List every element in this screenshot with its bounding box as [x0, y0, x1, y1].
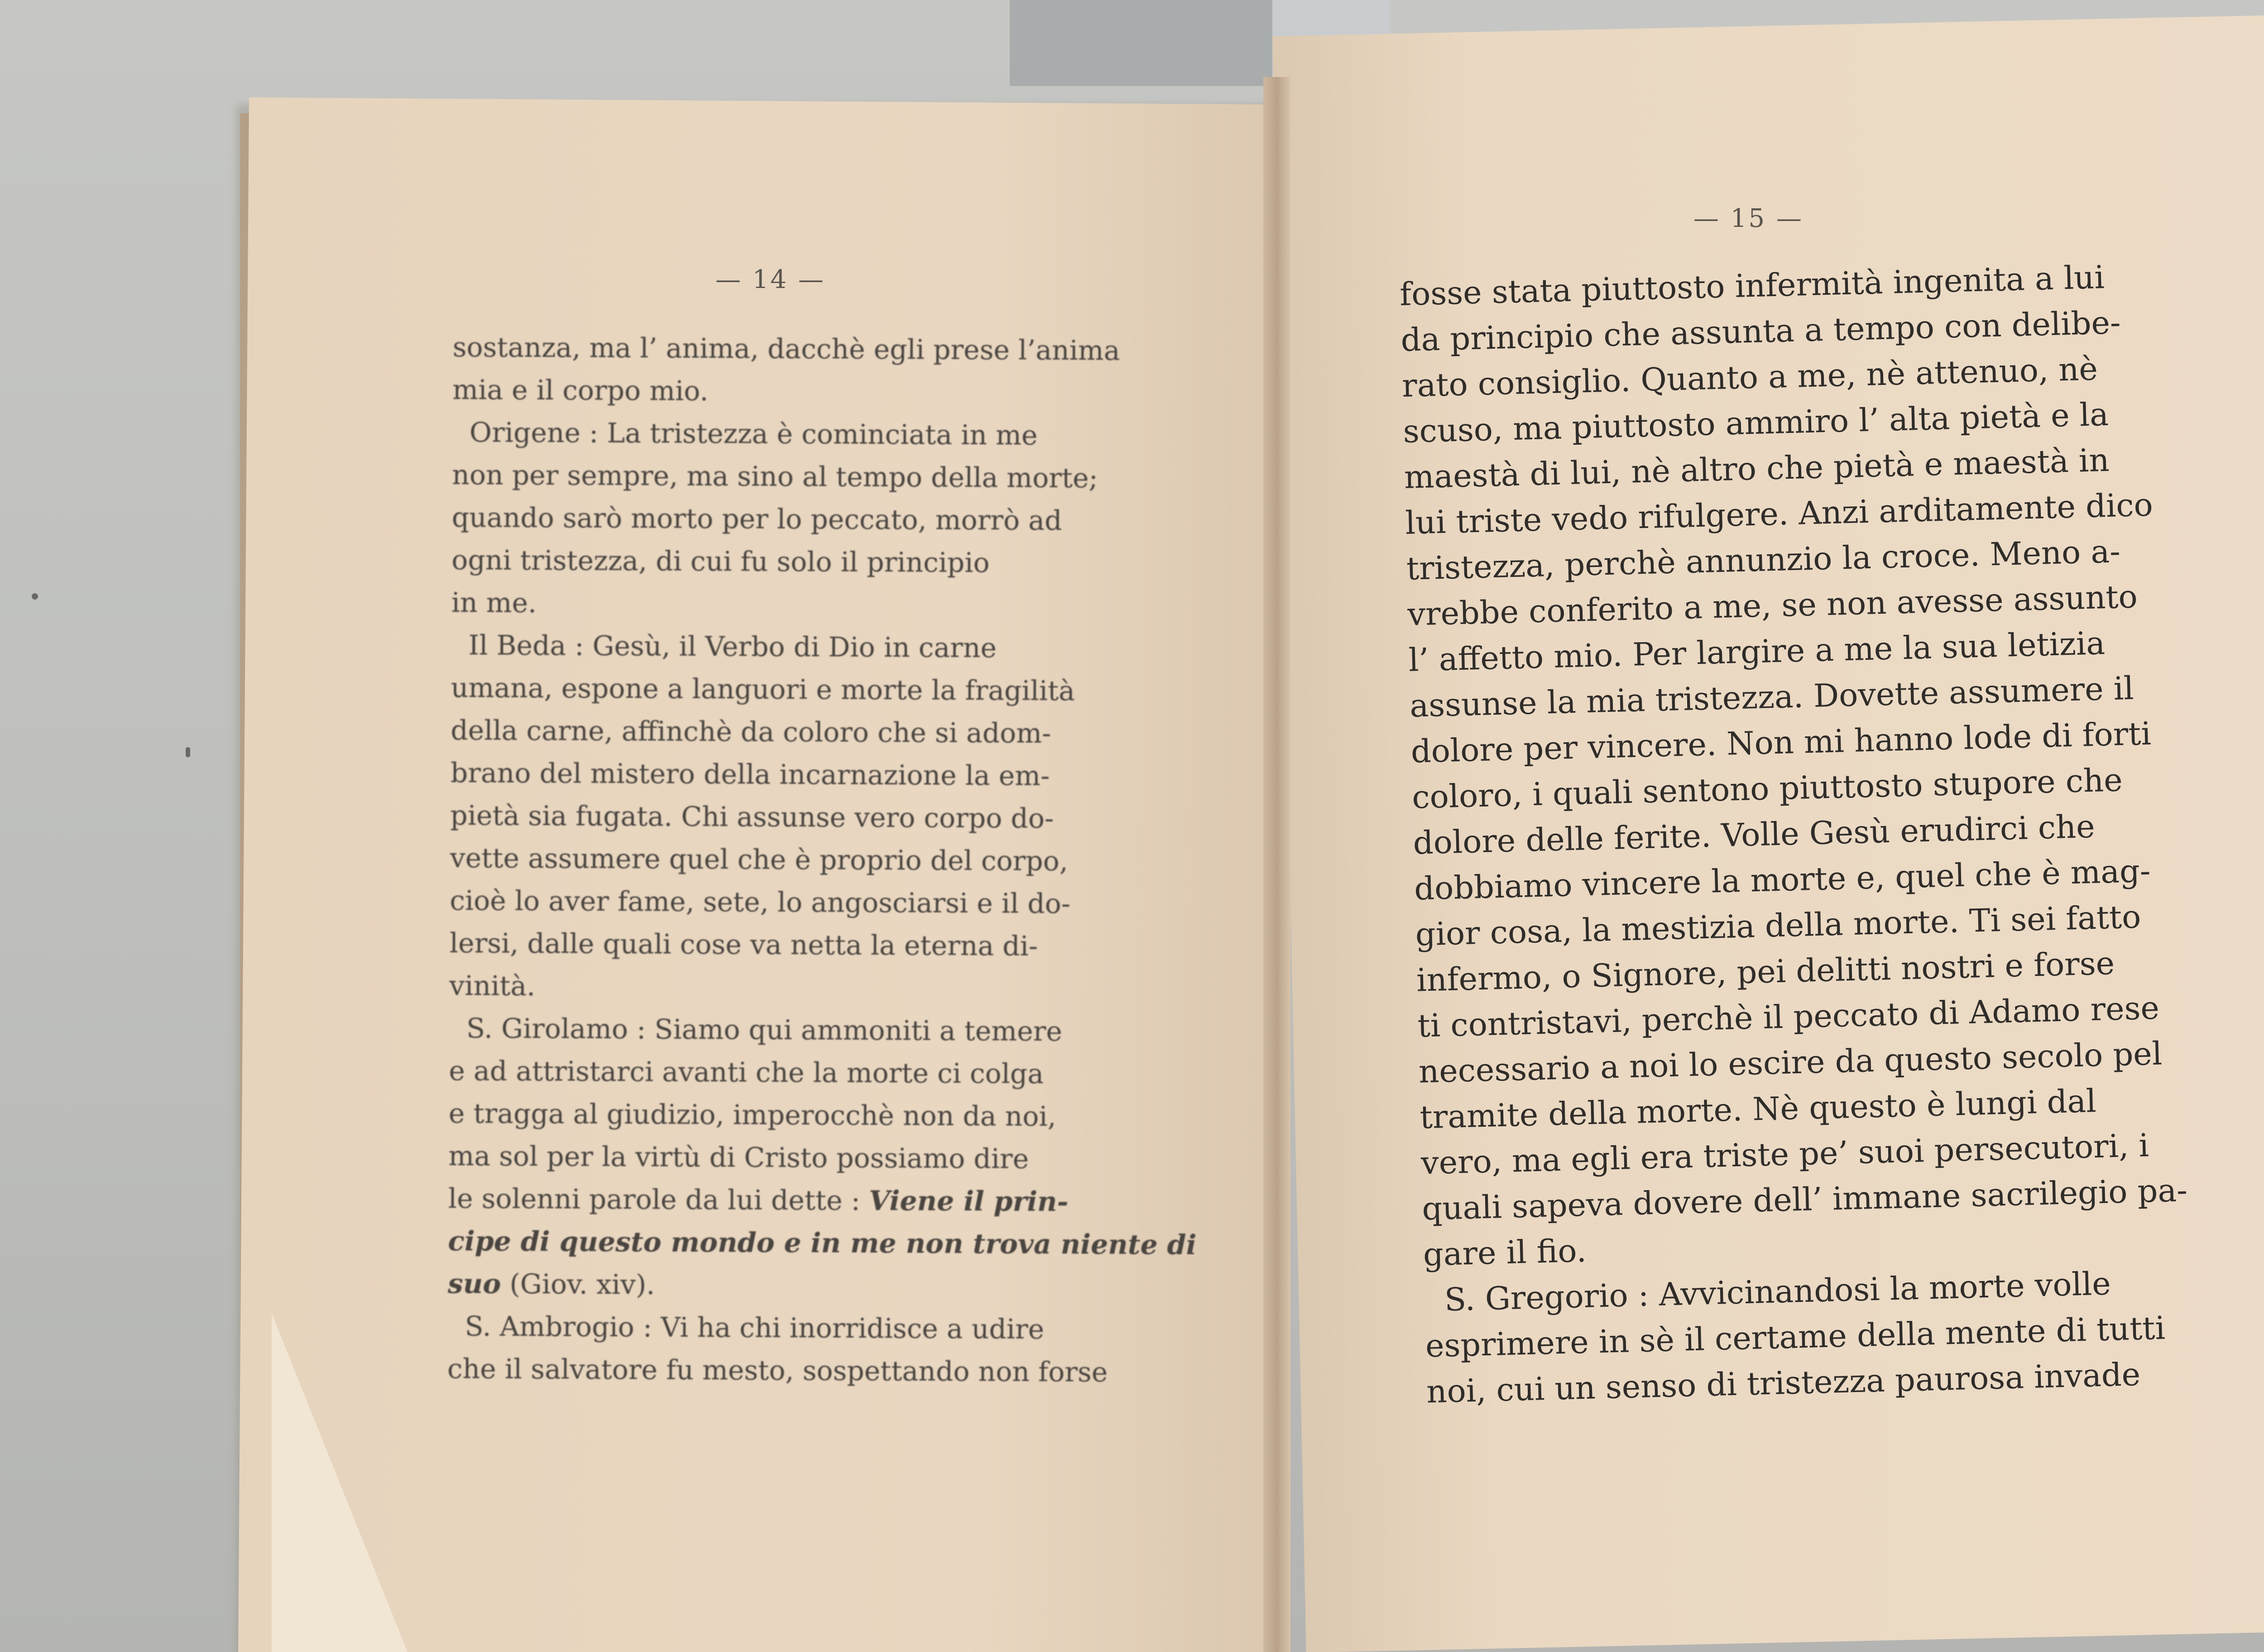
line-text: non per sempre, ma sino al tempo della morte; — [452, 459, 1098, 495]
line-text: vette assumere quel che è proprio del corpo, — [450, 842, 1068, 878]
line-text: in me. — [451, 586, 537, 619]
line-text: ogni tristezza, di cui fu solo il principio — [451, 544, 990, 579]
line-italic-text: Viene il prin- — [868, 1185, 1069, 1218]
left-page-text — [447, 326, 1201, 1394]
text-line — [448, 1135, 1197, 1181]
line-text: vinità. — [449, 970, 536, 1002]
line-text: Origene : La tristezza è cominciata in me — [452, 416, 1038, 451]
book-gutter — [1263, 77, 1290, 1652]
line-text: che il salvatore fu mesto, sospettando non forse — [447, 1353, 1108, 1388]
line-text: noi, cui un senso di tristezza paurosa invade — [1426, 1355, 2141, 1411]
line-text: ma sol per la virtù di Cristo possiamo dire — [448, 1140, 1029, 1175]
line-text: dolore per vincere. Non mi hanno lode di forti — [1410, 715, 2152, 770]
line-text: S. Ambrogio : Vi ha chi inorridisce a udire — [447, 1310, 1045, 1345]
line-text: e tragga al giudizio, imperocchè non da noi, — [448, 1097, 1056, 1133]
line-text: della carne, affinchè da coloro che si adom- — [451, 714, 1051, 749]
text-line — [452, 369, 1201, 415]
line-text: dolore delle ferite. Volle Gesù erudirci che — [1412, 807, 2096, 862]
line-text: coloro, i quali sentono piuttosto stupore che — [1411, 761, 2123, 816]
line-text: brano del mistero della incarnazione la em- — [450, 757, 1050, 792]
text-line — [452, 454, 1200, 500]
line-italic-text: cipe di questo mondo e in me non trova niente di — [448, 1225, 1197, 1261]
line-italic-text: suo — [447, 1268, 501, 1300]
text-line — [449, 1050, 1197, 1096]
line-text: gare il fio. — [1423, 1232, 1587, 1273]
text-line — [451, 709, 1199, 756]
line-text: dobbiamo vincere la morte e, quel che è mag- — [1414, 852, 2151, 908]
line-text: pietà sia fugata. Chi assunse vero corpo do- — [450, 799, 1054, 835]
line-text: Il Beda : Gesù, il Verbo di Dio in carne — [451, 629, 997, 664]
text-line — [451, 581, 1200, 628]
line-text: vrebbe conferito a me, se non avesse assunto — [1407, 578, 2138, 633]
text-line — [450, 794, 1199, 841]
text-line — [451, 539, 1200, 586]
text-line — [452, 496, 1200, 543]
left-page-number: — 14 — — [715, 265, 825, 294]
text-line — [447, 1305, 1196, 1352]
text-line — [447, 1348, 1196, 1394]
line-text: da principio che assunta a tempo con delibe- — [1400, 304, 2121, 359]
text-line — [453, 326, 1201, 373]
line-text: e ad attristarci avanti che la morte ci colga — [449, 1055, 1044, 1090]
line-text: quando sarò morto per lo peccato, morrò ad — [451, 501, 1062, 537]
text-line — [451, 624, 1199, 671]
line-text: S. Girolamo : Siamo qui ammoniti a temere — [449, 1012, 1062, 1048]
text-line — [448, 1177, 1197, 1224]
text-line — [450, 879, 1198, 926]
text-line — [448, 1220, 1196, 1267]
text-line — [451, 667, 1199, 713]
text-line — [450, 922, 1198, 969]
line-text: lui triste vedo rifulgere. Anzi arditamente dico — [1405, 486, 2154, 542]
line-text: lersi, dalle quali cose va netta la eterna di- — [449, 927, 1038, 962]
line-text: necessario a noi lo escire da questo secolo pel — [1418, 1035, 2163, 1090]
line-text: sostanza, ma l’ anima, dacchè egli prese l’anima — [452, 331, 1120, 367]
text-line — [451, 752, 1199, 798]
line-text: tristezza, perchè annunzio la croce. Meno a- — [1406, 533, 2121, 587]
line-text: tramite della morte. Nè questo è lungi dal — [1419, 1082, 2097, 1136]
line-text: quali sapeva dovere dell’ immane sacrilegio pa- — [1421, 1172, 2188, 1228]
text-line — [450, 837, 1199, 884]
line-text: gior cosa, la mestizia della morte. Ti sei fatto — [1415, 898, 2142, 953]
line-text: ti contristavi, perchè il peccato di Adamo rese — [1417, 989, 2160, 1045]
text-line — [449, 965, 1198, 1011]
text-line — [448, 1263, 1196, 1309]
line-after-text: (Giov. xiv). — [501, 1268, 655, 1301]
right-page-number: — 15 — — [1693, 204, 1804, 233]
text-line — [449, 1092, 1197, 1139]
line-text: S. Gregorio : Avvicinandosi la morte volle — [1424, 1265, 2111, 1319]
grey-card-behind-book — [1010, 0, 1272, 86]
line-text: mia e il corpo mio. — [452, 374, 709, 407]
right-page-text — [1399, 253, 2192, 1415]
line-text: l’ affetto mio. Per largire a me la sua letizia — [1408, 624, 2106, 679]
line-text: umana, espone a languori e morte la fragilità — [451, 672, 1075, 707]
line-text: scuso, ma piuttosto ammiro l’ alta pietà e la — [1402, 395, 2109, 450]
line-text: esprimere in sè il certame della mente di tutti — [1425, 1309, 2166, 1365]
text-line — [452, 411, 1201, 458]
speck-mark — [32, 593, 38, 600]
line-text: cioè lo aver fame, sete, lo angosciarsi e il do- — [450, 884, 1071, 920]
line-text: maestà di lui, nè altro che pietà e maestà in — [1404, 441, 2110, 496]
line-text: le solenni parole da lui dette : — [448, 1182, 869, 1217]
speck-mark — [186, 747, 190, 757]
line-text: infermo, o Signore, pei delitti nostri e forse — [1416, 944, 2115, 999]
line-text: assunse la mia tristezza. Dovette assumere il — [1409, 669, 2134, 725]
line-text: fosse stata piuttosto infermità ingenita a lui — [1399, 258, 2105, 313]
line-text: vero, ma egli era triste pe’ suoi persecutori, i — [1420, 1127, 2149, 1182]
text-line — [449, 1007, 1198, 1054]
line-text: rato consiglio. Quanto a me, nè attenuo, nè — [1401, 350, 2098, 404]
